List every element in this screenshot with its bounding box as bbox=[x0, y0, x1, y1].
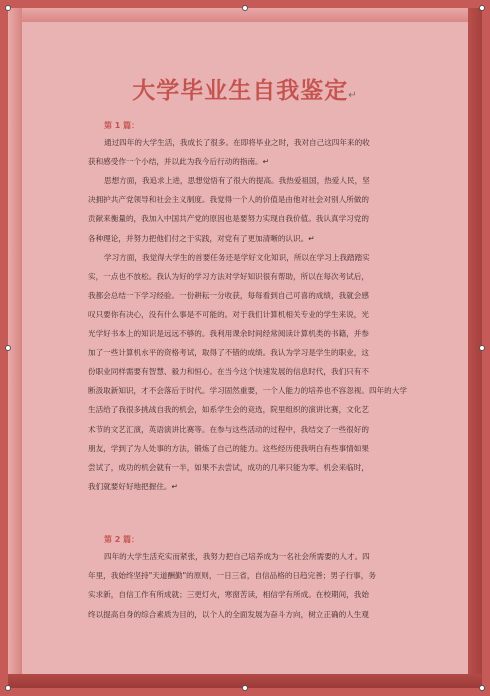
text-line: 年里，我始终坚持"天道酬勤"的原则，一日三省，自信品格的日趋完善；男子行事，务 bbox=[88, 571, 376, 581]
document-page[interactable] bbox=[22, 22, 468, 674]
text-line: 断汲取新知识，才不会落后于时代。学习固然重要，一个人能力的培养也不容忽视。四年的大学 bbox=[88, 386, 407, 396]
text-line: 加了一些计算机水平的资格考试，取得了不错的成绩。我认为学习是学生的职业，这 bbox=[88, 348, 369, 358]
resize-handle-top-center[interactable] bbox=[242, 5, 248, 11]
text-line: 各种理论，并努力把他们付之于实践，对党有了更加清晰的认识。↵ bbox=[88, 233, 315, 243]
text-line: 尝试了，成功的机会就有一半，如果不去尝试，成功的几率只能为零。机会来临时， bbox=[88, 462, 369, 472]
text-line: 术节的文艺汇演，英语演讲比赛等。在参与这些活动的过程中，我结交了一些很好的 bbox=[88, 424, 369, 434]
resize-handle-middle-right[interactable] bbox=[479, 345, 485, 351]
text-line: 贡献来衡量的，我加入中国共产党的原因也是要努力实现自我价值。我认真学习党的 bbox=[88, 214, 369, 224]
text-line: 决拥护共产党领导和社会主义制度。我觉得一个人的价值是由他对社会对别人所做的 bbox=[88, 195, 369, 205]
text-line: 四年的大学生活充实而紧张，我努力把自己培养成为一名社会所需要的人才。四 bbox=[104, 552, 370, 561]
text-line: 思想方面，我追求上进，思想觉悟有了很大的提高。我热爱祖国，热爱人民，坚 bbox=[104, 176, 370, 186]
document-title bbox=[22, 72, 468, 105]
text-line: 朋友，学到了为人处事的方法，锻炼了自己的能力。这些经历使我明白有些事情如果 bbox=[88, 443, 369, 453]
text-line: 生活给了我很多挑战自我的机会，如系学生会的竞选，院里组织的演讲比赛，文化艺 bbox=[88, 405, 369, 415]
text-line: 获和感受作一个小结，并以此为我今后行动的指南。↵ bbox=[88, 157, 270, 167]
resize-handle-bottom-center[interactable] bbox=[242, 685, 248, 691]
text-line: 实，一点也不放松。我认为好的学习方法对学好知识很有帮助，所以在每次考试后， bbox=[88, 271, 369, 281]
resize-handle-top-right[interactable] bbox=[479, 5, 485, 11]
text-line: 学习方面，我觉得大学生的首要任务还是学好文化知识，所以在学习上我踏踏实 bbox=[104, 252, 370, 262]
text-line: 通过四年的大学生活，我成长了很多。在即将毕业之时，我对自己这四年来的收 bbox=[104, 138, 370, 147]
text-line: 光学好书本上的知识是远远不够的。我利用课余时间经常阅读计算机类的书籍，并参 bbox=[88, 329, 369, 338]
paragraph-mark-icon: ↵ bbox=[348, 90, 358, 101]
section-heading: 第 1 篇： bbox=[104, 121, 140, 130]
resize-handle-bottom-right[interactable] bbox=[479, 685, 485, 691]
text-line: 终以提高自身的综合素质为目的，以个人的全面发展为奋斗方向，树立正确的人生观 bbox=[88, 609, 369, 619]
resize-handle-top-left[interactable] bbox=[5, 5, 11, 11]
text-line: 份职业同样需要有智慧、毅力和恒心。在当今这个快速发展的信息时代，我们只有不 bbox=[88, 367, 369, 377]
section-heading: 第 2 篇： bbox=[104, 535, 140, 544]
text-line: 叹只要你有决心，没有什么事是不可能的。对于我们计算机相关专业的学生来说，光 bbox=[88, 309, 369, 319]
text-line: 实求新，自信工作有所成就；三更灯火，寒窗苦读，相信学有所成。在校期间，我始 bbox=[88, 590, 369, 600]
text-line: 我都会总结一下学习经验。一份耕耘一分收获，每每看到自己可喜的成绩，我就会感 bbox=[88, 290, 369, 300]
resize-handle-middle-left[interactable] bbox=[5, 345, 11, 351]
text-line: 我们就要好好地把握住。↵ bbox=[88, 481, 178, 491]
resize-handle-bottom-left[interactable] bbox=[5, 685, 11, 691]
title-text: 大学毕业生自我鉴定 bbox=[132, 78, 349, 104]
